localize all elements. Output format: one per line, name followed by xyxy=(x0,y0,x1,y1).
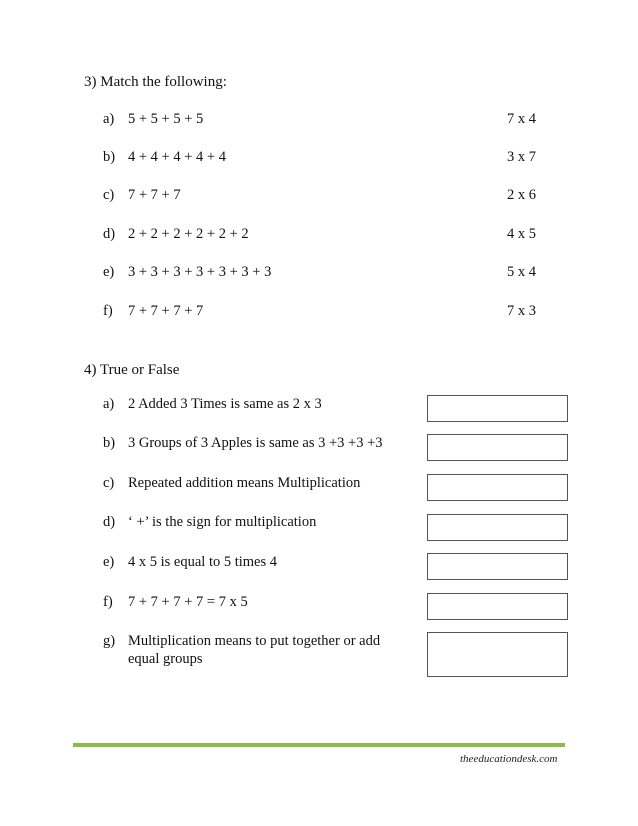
match-left-f: 7 + 7 + 7 + 7 xyxy=(128,303,204,319)
match-left-b: 4 + 4 + 4 + 4 + 4 xyxy=(128,149,226,165)
tf-answer-box-b[interactable] xyxy=(427,434,568,461)
tf-answer-box-g[interactable] xyxy=(427,632,568,677)
match-left-c: 7 + 7 + 7 xyxy=(128,187,181,203)
match-letter-c: c) xyxy=(103,187,115,203)
match-right-3: 2 x 6 xyxy=(507,187,536,203)
match-right-1: 7 x 4 xyxy=(507,111,536,127)
match-letter-f: f) xyxy=(103,303,113,319)
tf-statement-e: 4 x 5 is equal to 5 times 4 xyxy=(128,554,278,570)
match-right-4: 4 x 5 xyxy=(507,226,536,242)
tf-statement-d: ‘ +’ is the sign for multiplication xyxy=(128,514,317,530)
tf-letter-b: b) xyxy=(103,435,116,451)
match-letter-a: a) xyxy=(103,111,115,127)
tf-letter-c: c) xyxy=(103,475,115,491)
tf-statement-b: 3 Groups of 3 Apples is same as 3 +3 +3 +3 xyxy=(128,435,383,451)
tf-letter-e: e) xyxy=(103,554,115,570)
section-3-title: 3) Match the following: xyxy=(84,74,227,90)
footer-rule xyxy=(73,743,565,747)
tf-answer-box-c[interactable] xyxy=(427,474,568,501)
tf-answer-box-a[interactable] xyxy=(427,395,568,422)
tf-statement-a: 2 Added 3 Times is same as 2 x 3 xyxy=(128,396,322,412)
tf-statement-g: Multiplication means to put together or add xyxy=(128,633,381,649)
match-right-5: 5 x 4 xyxy=(507,264,536,280)
match-letter-b: b) xyxy=(103,149,116,165)
match-left-e: 3 + 3 + 3 + 3 + 3 + 3 + 3 xyxy=(128,264,272,280)
footer-site: theeducationdesk.com xyxy=(460,753,558,765)
tf-letter-d: d) xyxy=(103,514,116,530)
match-letter-d: d) xyxy=(103,226,116,242)
match-left-d: 2 + 2 + 2 + 2 + 2 + 2 xyxy=(128,226,249,242)
match-letter-e: e) xyxy=(103,264,115,280)
match-left-a: 5 + 5 + 5 + 5 xyxy=(128,111,204,127)
tf-answer-box-e[interactable] xyxy=(427,553,568,580)
tf-statement-g-line2: equal groups xyxy=(128,651,203,667)
tf-letter-a: a) xyxy=(103,396,115,412)
section-4-title: 4) True or False xyxy=(84,362,180,378)
tf-answer-box-f[interactable] xyxy=(427,593,568,620)
match-right-2: 3 x 7 xyxy=(507,149,536,165)
tf-answer-box-d[interactable] xyxy=(427,514,568,541)
tf-letter-g: g) xyxy=(103,633,116,649)
tf-statement-c: Repeated addition means Multiplication xyxy=(128,475,361,491)
tf-statement-f: 7 + 7 + 7 + 7 = 7 x 5 xyxy=(128,594,248,610)
match-right-6: 7 x 3 xyxy=(507,303,536,319)
tf-letter-f: f) xyxy=(103,594,113,610)
